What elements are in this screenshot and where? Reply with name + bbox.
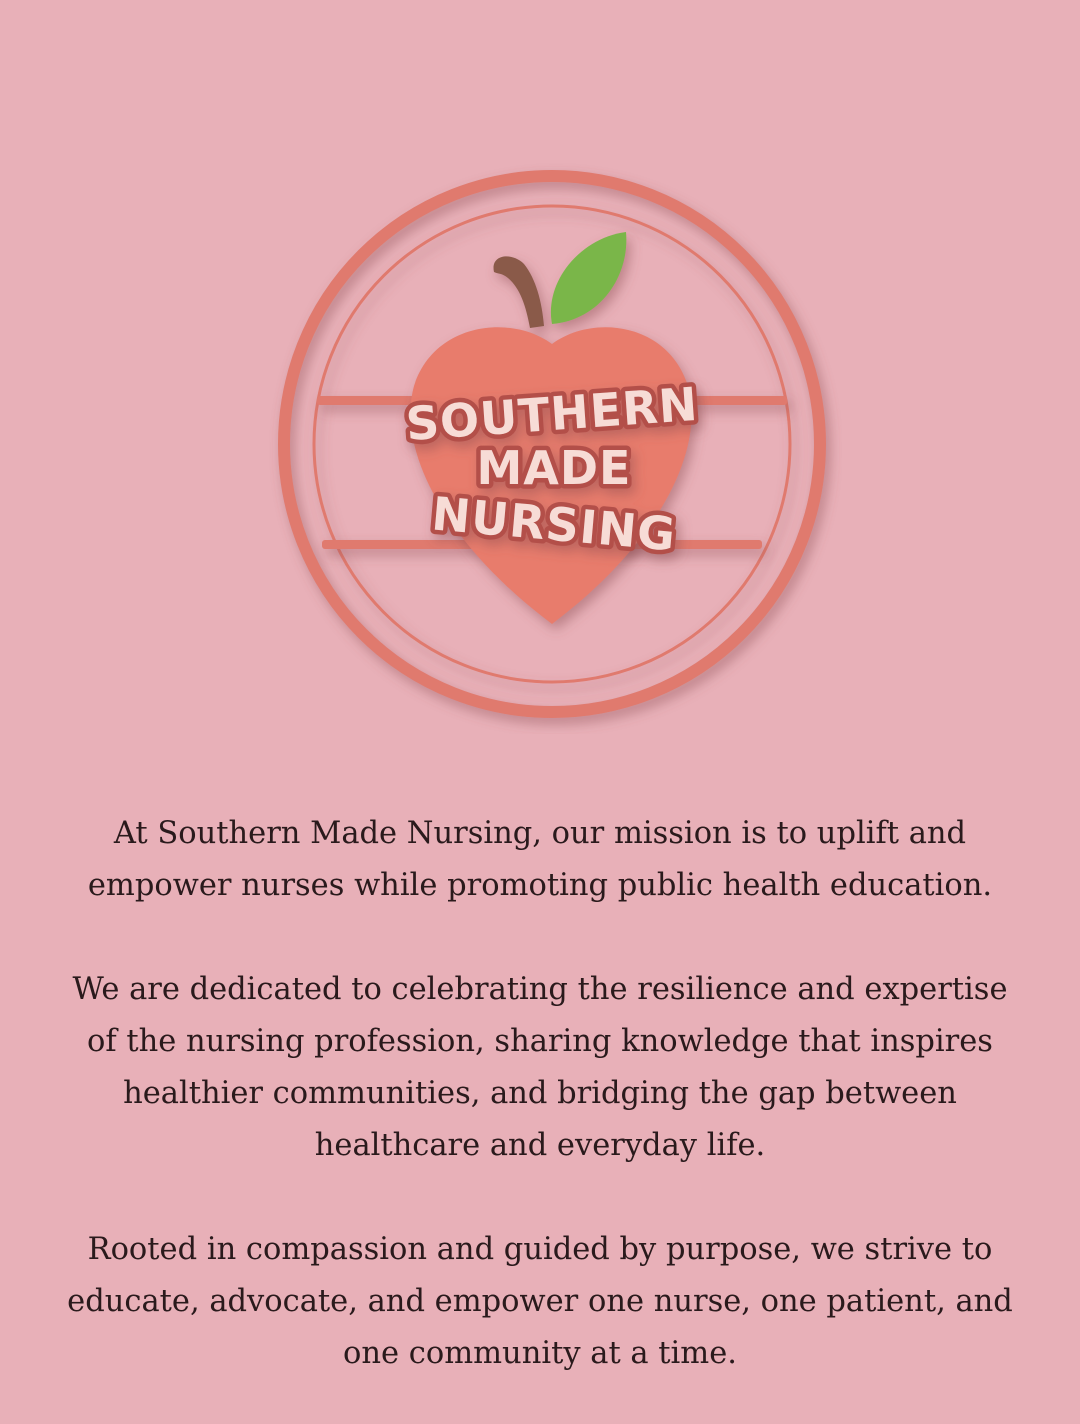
brand-logo: [262, 154, 842, 734]
mission-paragraph-3: Rooted in compassion and guided by purpose, we strive to educate, advocate, and empower one nurse, one patient, and one community at a time.: [67, 1232, 1013, 1371]
logo-line-nursing: NURSING: [429, 486, 679, 562]
mission-statement: [60, 808, 1020, 1380]
mission-paragraph-1: At Southern Made Nursing, our mission is to uplift and empower nurses while promoting public health education.: [87, 816, 993, 903]
logo-line-southern: SOUTHERN: [404, 376, 700, 452]
stem-icon: [494, 256, 544, 328]
mission-paragraph-2: We are dedicated to celebrating the resilience and expertise of the nursing profession, sharing knowledge that inspires healthier communities, and bridging the gap between healthcare and everyday life.: [72, 972, 1008, 1163]
logo-line-made: MADE: [476, 441, 632, 495]
peach-badge-icon: [262, 154, 842, 734]
leaf-icon: [551, 232, 626, 324]
